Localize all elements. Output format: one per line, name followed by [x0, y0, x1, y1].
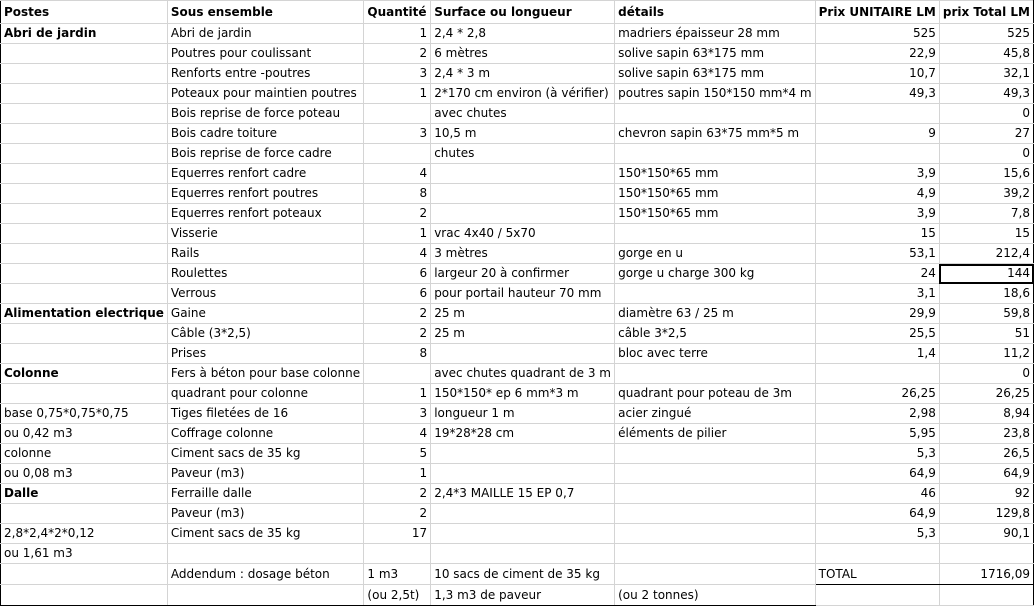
cell-details[interactable]: câble 3*2,5 — [615, 324, 816, 344]
cell-quantite[interactable]: 1 — [364, 464, 431, 484]
cell-prix-unitaire[interactable]: 525 — [815, 24, 939, 44]
addendum-note-2[interactable]: (ou 2 tonnes) — [615, 585, 816, 606]
table-row — [1, 384, 1034, 404]
cell-poste[interactable] — [1, 324, 168, 344]
cell-prix-total[interactable]: 26,25 — [939, 384, 1033, 404]
table-row — [1, 464, 1034, 484]
addendum-desc-2[interactable]: 1,3 m3 de paveur — [431, 585, 615, 606]
cell-prix-unitaire[interactable]: 3,9 — [815, 204, 939, 224]
cell-sous-ensemble[interactable]: Ciment sacs de 35 kg — [167, 524, 364, 544]
cell-prix-unitaire[interactable]: 15 — [815, 224, 939, 244]
table-row — [1, 504, 1034, 524]
cell-surface[interactable]: 19*28*28 cm — [431, 424, 615, 444]
cell-sous-ensemble[interactable]: Paveur (m3) — [167, 504, 364, 524]
cell-prix-total[interactable]: 23,8 — [939, 424, 1033, 444]
cell-details[interactable]: madriers épaisseur 28 mm — [615, 24, 816, 44]
cell-prix-total[interactable]: 27 — [939, 124, 1033, 144]
table-row — [1, 284, 1034, 304]
cell-prix-unitaire[interactable]: 2,98 — [815, 404, 939, 424]
cell-quantite[interactable]: 8 — [364, 184, 431, 204]
footer-empty-cell[interactable] — [1, 585, 168, 606]
cell-poste[interactable] — [1, 384, 168, 404]
table-row — [1, 144, 1034, 164]
cell-prix-total[interactable]: 64,9 — [939, 464, 1033, 484]
cell-prix-total[interactable]: 0 — [939, 104, 1033, 124]
cell-details[interactable]: solive sapin 63*175 mm — [615, 64, 816, 84]
cell-prix-unitaire[interactable]: 9 — [815, 124, 939, 144]
cell-prix-unitaire[interactable]: 4,9 — [815, 184, 939, 204]
cell-quantite[interactable]: 2 — [364, 204, 431, 224]
footer-row-1 — [1, 564, 1034, 585]
cell-prix-unitaire[interactable]: 1,4 — [815, 344, 939, 364]
cell-prix-unitaire[interactable]: 5,3 — [815, 524, 939, 544]
cell-quantite[interactable]: 1 — [364, 84, 431, 104]
cell-details[interactable] — [615, 504, 816, 524]
cell-details[interactable]: bloc avec terre — [615, 344, 816, 364]
cell-prix-total[interactable]: 212,4 — [939, 244, 1033, 264]
cell-quantite[interactable]: 5 — [364, 444, 431, 464]
cell-prix-unitaire[interactable]: 3,1 — [815, 284, 939, 304]
cell-poste[interactable]: ou 1,61 m3 — [1, 544, 168, 564]
cell-prix-total[interactable]: 49,3 — [939, 84, 1033, 104]
cell-sous-ensemble[interactable]: Bois cadre toiture — [167, 124, 364, 144]
table-row — [1, 344, 1034, 364]
cell-prix-unitaire[interactable]: 3,9 — [815, 164, 939, 184]
cell-quantite[interactable] — [364, 144, 431, 164]
table-row — [1, 124, 1034, 144]
cell-prix-total[interactable]: 129,8 — [939, 504, 1033, 524]
cell-sous-ensemble[interactable]: Câble (3*2,5) — [167, 324, 364, 344]
cell-prix-unitaire[interactable]: 64,9 — [815, 504, 939, 524]
sheet-body — [1, 1, 1034, 564]
cell-sous-ensemble[interactable]: Visserie — [167, 224, 364, 244]
cell-prix-unitaire[interactable] — [815, 364, 939, 384]
total-label[interactable]: TOTAL — [815, 564, 939, 585]
cell-poste[interactable]: ou 0,42 m3 — [1, 424, 168, 444]
cell-sous-ensemble[interactable]: Poteaux pour maintien poutres — [167, 84, 364, 104]
cell-details[interactable] — [615, 284, 816, 304]
cell-quantite[interactable]: 6 — [364, 264, 431, 284]
footer-row-2 — [1, 585, 1034, 606]
cell-surface[interactable] — [431, 544, 615, 564]
cell-quantite[interactable]: 2 — [364, 504, 431, 524]
cell-poste[interactable] — [1, 344, 168, 364]
cell-prix-unitaire[interactable]: 49,3 — [815, 84, 939, 104]
table-row — [1, 424, 1034, 444]
cell-quantite[interactable]: 1 — [364, 224, 431, 244]
cell-poste[interactable] — [1, 44, 168, 64]
cell-prix-total[interactable]: 525 — [939, 24, 1033, 44]
cell-surface[interactable] — [431, 444, 615, 464]
cell-prix-total[interactable]: 0 — [939, 364, 1033, 384]
cell-surface[interactable]: 150*150* ep 6 mm*3 m — [431, 384, 615, 404]
header-quantite[interactable]: Quantité — [364, 1, 431, 24]
cell-prix-unitaire[interactable]: 25,5 — [815, 324, 939, 344]
addendum-label[interactable]: Addendum : dosage béton — [167, 564, 364, 585]
cell-prix-total[interactable]: 45,8 — [939, 44, 1033, 64]
table-row — [1, 364, 1034, 384]
footer-empty-cell[interactable] — [167, 585, 364, 606]
footer-empty-cell[interactable] — [815, 585, 939, 606]
table-row — [1, 184, 1034, 204]
table-row — [1, 24, 1034, 44]
cell-poste[interactable] — [1, 84, 168, 104]
cell-sous-ensemble[interactable]: Rails — [167, 244, 364, 264]
cell-details[interactable]: éléments de pilier — [615, 424, 816, 444]
cell-quantite[interactable]: 2 — [364, 304, 431, 324]
footer-section — [1, 564, 1034, 606]
cell-surface[interactable]: chutes — [431, 144, 615, 164]
header-postes[interactable]: Postes — [1, 1, 168, 24]
cell-details[interactable]: solive sapin 63*175 mm — [615, 44, 816, 64]
cell-sous-ensemble[interactable]: Tiges filetées de 16 — [167, 404, 364, 424]
cell-prix-unitaire[interactable]: 46 — [815, 484, 939, 504]
cell-sous-ensemble[interactable]: Gaine — [167, 304, 364, 324]
footer-empty-cell[interactable] — [1, 564, 168, 585]
cell-poste[interactable]: Abri de jardin — [1, 24, 168, 44]
cell-prix-total[interactable] — [939, 544, 1033, 564]
cell-prix-unitaire[interactable]: 26,25 — [815, 384, 939, 404]
cell-details[interactable]: 150*150*65 mm — [615, 184, 816, 204]
cell-prix-total[interactable]: 15,6 — [939, 164, 1033, 184]
cell-quantite[interactable]: 17 — [364, 524, 431, 544]
cell-poste[interactable]: base 0,75*0,75*0,75 — [1, 404, 168, 424]
cell-prix-unitaire[interactable] — [815, 104, 939, 124]
cell-prix-total[interactable]: 11,2 — [939, 344, 1033, 364]
cell-poste[interactable]: Dalle — [1, 484, 168, 504]
footer-empty-cell[interactable] — [939, 585, 1033, 606]
header-row — [1, 1, 1034, 24]
cell-sous-ensemble[interactable]: Abri de jardin — [167, 24, 364, 44]
cell-prix-total[interactable]: 51 — [939, 324, 1033, 344]
cell-poste[interactable]: colonne — [1, 444, 168, 464]
cell-surface[interactable]: 3 mètres — [431, 244, 615, 264]
cell-surface[interactable]: avec chutes — [431, 104, 615, 124]
cell-details[interactable]: chevron sapin 63*75 mm*5 m — [615, 124, 816, 144]
cell-poste[interactable]: 2,8*2,4*2*0,12 — [1, 524, 168, 544]
cell-prix-unitaire[interactable]: 5,95 — [815, 424, 939, 444]
cell-surface[interactable]: 2,4 * 2,8 — [431, 24, 615, 44]
cell-quantite[interactable]: 3 — [364, 404, 431, 424]
total-value[interactable]: 1716,09 — [939, 564, 1033, 585]
addendum-desc-1[interactable]: 10 sacs de ciment de 35 kg — [431, 564, 615, 585]
header-surface[interactable]: Surface ou longueur — [431, 1, 615, 24]
cell-details[interactable] — [615, 444, 816, 464]
cell-details[interactable]: poutres sapin 150*150 mm*4 m — [615, 84, 816, 104]
table-row — [1, 264, 1034, 284]
cell-prix-total[interactable]: 0 — [939, 144, 1033, 164]
cell-sous-ensemble[interactable]: Renforts entre -poutres — [167, 64, 364, 84]
cell-details[interactable]: gorge en u — [615, 244, 816, 264]
cell-sous-ensemble[interactable]: Ferraille dalle — [167, 484, 364, 504]
cell-surface[interactable] — [431, 164, 615, 184]
table-row — [1, 404, 1034, 424]
cell-surface[interactable]: pour portail hauteur 70 mm — [431, 284, 615, 304]
cell-prix-total[interactable]: 144 — [939, 264, 1033, 284]
cell-quantite[interactable] — [364, 544, 431, 564]
cell-surface[interactable]: 2,4 * 3 m — [431, 64, 615, 84]
table-row — [1, 164, 1034, 184]
cell-sous-ensemble[interactable]: Poutres pour coulissant — [167, 44, 364, 64]
cell-surface[interactable] — [431, 204, 615, 224]
cell-surface[interactable]: 6 mètres — [431, 44, 615, 64]
cell-surface[interactable]: vrac 4x40 / 5x70 — [431, 224, 615, 244]
cell-sous-ensemble[interactable]: Bois reprise de force poteau — [167, 104, 364, 124]
cell-poste[interactable] — [1, 144, 168, 164]
cell-poste[interactable] — [1, 64, 168, 84]
cell-surface[interactable] — [431, 524, 615, 544]
table-row — [1, 304, 1034, 324]
cell-poste[interactable] — [1, 164, 168, 184]
header-prix-total[interactable]: prix Total LM — [939, 1, 1033, 24]
cell-details[interactable] — [615, 464, 816, 484]
cell-quantite[interactable]: 1 — [364, 24, 431, 44]
cell-prix-unitaire[interactable]: 53,1 — [815, 244, 939, 264]
cell-prix-unitaire[interactable]: 29,9 — [815, 304, 939, 324]
footer-empty-cell[interactable] — [615, 564, 816, 585]
table-row — [1, 64, 1034, 84]
cell-prix-total[interactable]: 15 — [939, 224, 1033, 244]
cell-details[interactable] — [615, 144, 816, 164]
table-row — [1, 84, 1034, 104]
cell-details[interactable] — [615, 524, 816, 544]
cell-details[interactable] — [615, 104, 816, 124]
cell-sous-ensemble[interactable] — [167, 544, 364, 564]
header-prix-unitaire[interactable]: Prix UNITAIRE LM — [815, 1, 939, 24]
cell-poste[interactable]: Colonne — [1, 364, 168, 384]
header-details[interactable]: détails — [615, 1, 816, 24]
cell-details[interactable]: 150*150*65 mm — [615, 204, 816, 224]
cell-prix-total[interactable]: 7,8 — [939, 204, 1033, 224]
table-row — [1, 204, 1034, 224]
cell-poste[interactable] — [1, 504, 168, 524]
cell-surface[interactable] — [431, 344, 615, 364]
cell-details[interactable] — [615, 224, 816, 244]
cell-prix-unitaire[interactable]: 64,9 — [815, 464, 939, 484]
addendum-qty-1[interactable]: 1 m3 — [364, 564, 431, 585]
table-row — [1, 484, 1034, 504]
cell-prix-unitaire[interactable] — [815, 144, 939, 164]
cell-details[interactable]: 150*150*65 mm — [615, 164, 816, 184]
table-row — [1, 44, 1034, 64]
table-row — [1, 544, 1034, 564]
cell-quantite[interactable]: 8 — [364, 344, 431, 364]
cell-prix-unitaire[interactable]: 10,7 — [815, 64, 939, 84]
cell-sous-ensemble[interactable]: Coffrage colonne — [167, 424, 364, 444]
cell-poste[interactable] — [1, 104, 168, 124]
cell-details[interactable]: gorge u charge 300 kg — [615, 264, 816, 284]
cell-sous-ensemble[interactable]: quadrant pour colonne — [167, 384, 364, 404]
cell-poste[interactable]: ou 0,08 m3 — [1, 464, 168, 484]
cell-sous-ensemble[interactable]: Ciment sacs de 35 kg — [167, 444, 364, 464]
table-row — [1, 104, 1034, 124]
cell-prix-total[interactable]: 90,1 — [939, 524, 1033, 544]
addendum-qty-2[interactable]: (ou 2,5t) — [364, 585, 431, 606]
cell-quantite[interactable]: 2 — [364, 484, 431, 504]
cell-quantite[interactable]: 3 — [364, 64, 431, 84]
cell-surface[interactable]: 2,4*3 MAILLE 15 EP 0,7 — [431, 484, 615, 504]
cell-sous-ensemble[interactable]: Roulettes — [167, 264, 364, 284]
cell-sous-ensemble[interactable]: Prises — [167, 344, 364, 364]
header-sous-ensemble[interactable]: Sous ensemble — [167, 1, 364, 24]
cell-surface[interactable] — [431, 184, 615, 204]
cell-details[interactable] — [615, 544, 816, 564]
table-row — [1, 224, 1034, 244]
cell-details[interactable] — [615, 364, 816, 384]
cell-prix-unitaire[interactable] — [815, 544, 939, 564]
cell-sous-ensemble[interactable]: Equerres renfort poutres — [167, 184, 364, 204]
cell-surface[interactable]: largeur 20 à confirmer — [431, 264, 615, 284]
table-row — [1, 244, 1034, 264]
cell-prix-total[interactable]: 18,6 — [939, 284, 1033, 304]
cell-poste[interactable] — [1, 244, 168, 264]
cell-details[interactable]: diamètre 63 / 25 m — [615, 304, 816, 324]
cell-poste[interactable]: Alimentation electrique — [1, 304, 168, 324]
cell-prix-total[interactable]: 92 — [939, 484, 1033, 504]
cell-quantite[interactable]: 4 — [364, 164, 431, 184]
cell-quantite[interactable] — [364, 104, 431, 124]
cell-sous-ensemble[interactable]: Fers à béton pour base colonne — [167, 364, 364, 384]
cell-prix-total[interactable]: 39,2 — [939, 184, 1033, 204]
cell-sous-ensemble[interactable]: Equerres renfort cadre — [167, 164, 364, 184]
cell-surface[interactable]: 25 m — [431, 304, 615, 324]
cell-quantite[interactable]: 4 — [364, 424, 431, 444]
cell-poste[interactable] — [1, 184, 168, 204]
cell-sous-ensemble[interactable]: Bois reprise de force cadre — [167, 144, 364, 164]
cell-prix-unitaire[interactable]: 24 — [815, 264, 939, 284]
cell-sous-ensemble[interactable]: Paveur (m3) — [167, 464, 364, 484]
cell-prix-unitaire[interactable]: 22,9 — [815, 44, 939, 64]
cell-prix-unitaire[interactable]: 5,3 — [815, 444, 939, 464]
table-row — [1, 524, 1034, 544]
table-row — [1, 324, 1034, 344]
cell-surface[interactable] — [431, 504, 615, 524]
cell-quantite[interactable]: 3 — [364, 124, 431, 144]
cell-details[interactable] — [615, 484, 816, 504]
cell-poste[interactable] — [1, 124, 168, 144]
cell-sous-ensemble[interactable]: Verrous — [167, 284, 364, 304]
cell-details[interactable]: quadrant pour poteau de 3m — [615, 384, 816, 404]
cell-details[interactable]: acier zingué — [615, 404, 816, 424]
cell-quantite[interactable]: 1 — [364, 384, 431, 404]
cell-poste[interactable] — [1, 264, 168, 284]
cell-surface[interactable]: longueur 1 m — [431, 404, 615, 424]
cell-surface[interactable]: 2*170 cm environ (à vérifier) — [431, 84, 615, 104]
cell-prix-total[interactable]: 8,94 — [939, 404, 1033, 424]
cell-poste[interactable] — [1, 224, 168, 244]
cell-surface[interactable]: 10,5 m — [431, 124, 615, 144]
cell-quantite[interactable]: 2 — [364, 44, 431, 64]
cell-prix-total[interactable]: 32,1 — [939, 64, 1033, 84]
cell-surface[interactable]: avec chutes quadrant de 3 m — [431, 364, 615, 384]
cell-prix-total[interactable]: 26,5 — [939, 444, 1033, 464]
cell-poste[interactable] — [1, 284, 168, 304]
cell-quantite[interactable] — [364, 364, 431, 384]
cell-surface[interactable]: 25 m — [431, 324, 615, 344]
cell-quantite[interactable]: 2 — [364, 324, 431, 344]
cell-quantite[interactable]: 4 — [364, 244, 431, 264]
cell-prix-total[interactable]: 59,8 — [939, 304, 1033, 324]
cell-sous-ensemble[interactable]: Equerres renfort poteaux — [167, 204, 364, 224]
cell-quantite[interactable]: 6 — [364, 284, 431, 304]
table-row — [1, 444, 1034, 464]
cell-surface[interactable] — [431, 464, 615, 484]
cell-poste[interactable] — [1, 204, 168, 224]
